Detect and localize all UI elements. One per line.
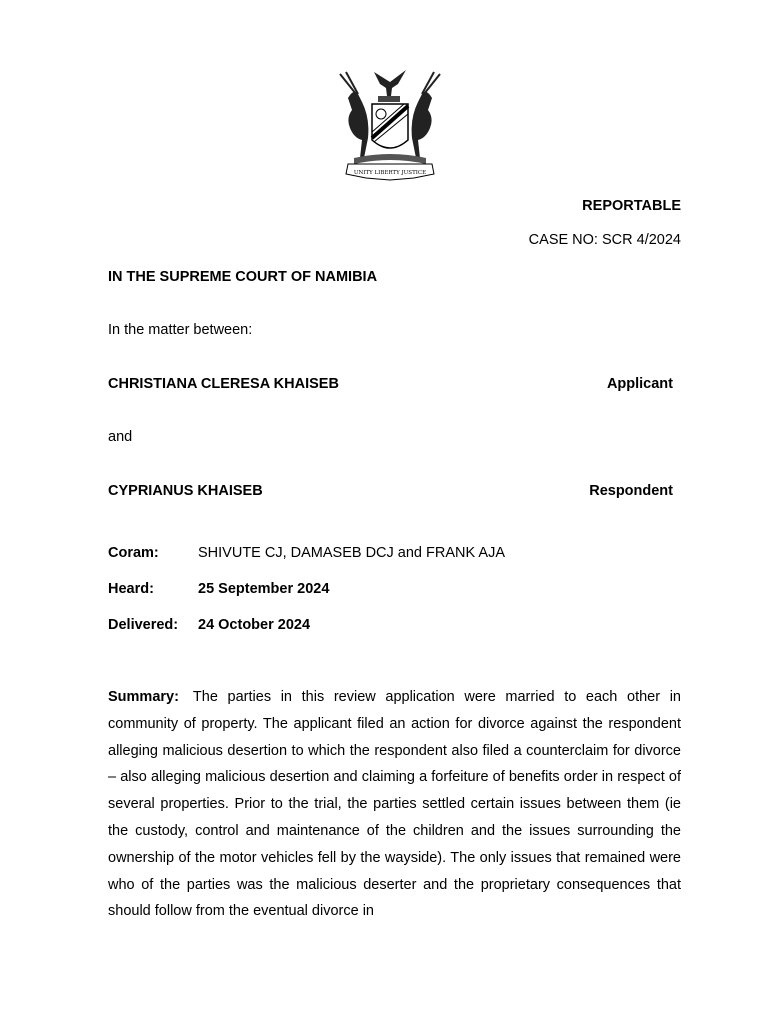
respondent-role: Respondent (589, 483, 673, 499)
case-number: CASE NO: SCR 4/2024 (528, 232, 681, 248)
respondent-name: CYPRIANUS KHAISEB (108, 483, 263, 499)
delivered-label: Delivered: (108, 617, 179, 633)
parties-intro: In the matter between: (108, 322, 253, 338)
namibia-coat-of-arms-icon (334, 58, 446, 184)
parties-conjunction: and (108, 429, 133, 445)
summary-paragraph (108, 684, 681, 925)
delivered-date: 24 October 2024 (198, 617, 311, 633)
summary-label: Summary: (108, 689, 179, 705)
applicant-name: CHRISTIANA CLERESA KHAISEB (108, 376, 339, 392)
coram-value: SHIVUTE CJ, DAMASEB DCJ and FRANK AJA (198, 545, 505, 561)
applicant-role: Applicant (606, 376, 673, 392)
reportable-label: REPORTABLE (582, 198, 681, 214)
heard-date: 25 September 2024 (198, 581, 330, 597)
coat-of-arms-motto: UNITY LIBERTY JUSTICE (353, 170, 427, 176)
coram-label: Coram: (108, 545, 159, 561)
heard-label: Heard: (108, 581, 154, 597)
summary-text: The parties in this review application were married to each other in community of property. The applicant filed an action for divorce against the respondent alleging malicious desertion to which the respondent also filed a counterclaim for divorce – also alleging malicious desertion and claiming a forfeiture of benefits order in respect of several properties. Prior to the trial, the parties settled certain issues between them (ie the custody, control and maintenance of the children and the issues surrounding the ownership of the motor vehicles fell by the wayside). The only issues that remained were who of the parties was the malicious deserter and the proprietary consequences that should follow from the eventual divorce in (108, 689, 681, 920)
court-heading: IN THE SUPREME COURT OF NAMIBIA (108, 269, 378, 285)
